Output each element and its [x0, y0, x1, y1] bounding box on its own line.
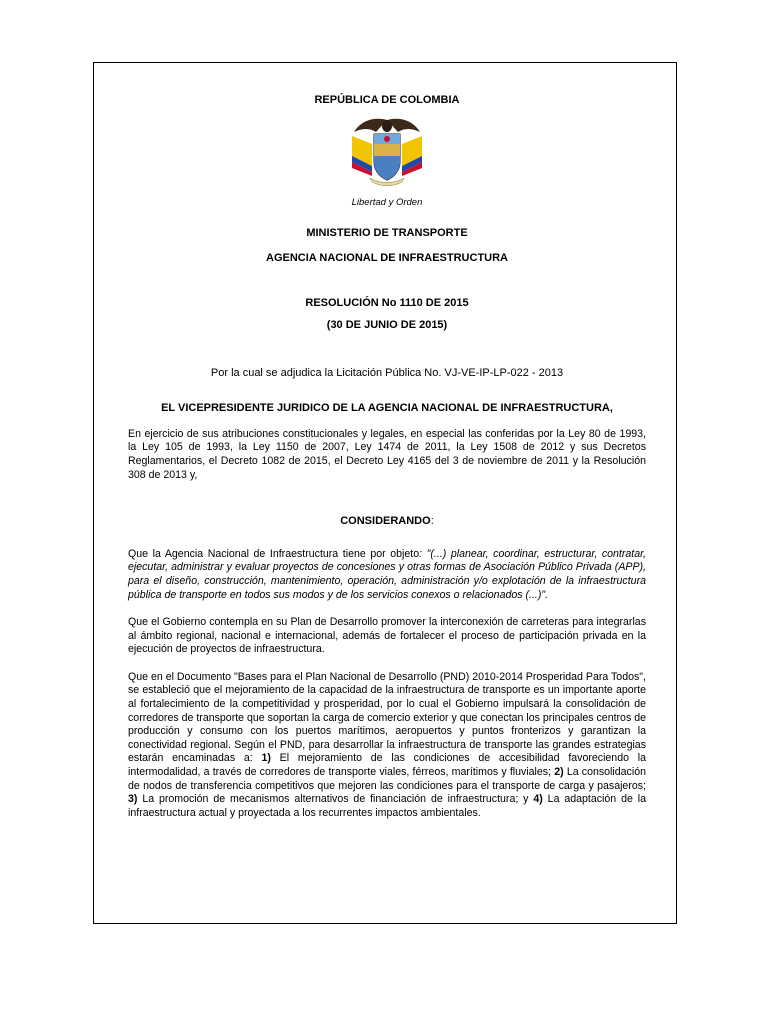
exercise-paragraph: En ejercicio de sus atribuciones constitucionales y legales, en especial las conferidas por la Ley 80 de 1993, la Ley 105 de 1993, la Ley 1150 de 2007, Ley 1474 de 2011, la Ley 1508 de 2012 y sus Decretos Reglamentarios, el Decreto 1082 de 2015, el Decreto Ley 4165 del 3 de noviembre de 2011 y la Resolución 308 de 2013 y,: [128, 427, 646, 481]
resolution-date: (30 DE JUNIO DE 2015): [326, 318, 448, 331]
paragraph-objeto-quote: : "(...) planear, coordinar, estructurar, contratar, ejecutar, administrar y evaluar proyectos de concesiones y otras formas de Asociación Público Privada (APP), para el diseño, construcción, mantenimiento, operación, administración y/o explotación de la infraestructura pública de transporte en todos sus modos y de los servicios conexos o relacionados (...)".: [128, 547, 646, 601]
resolution-number: RESOLUCIÓN No 1110 DE 2015: [305, 297, 469, 310]
considerando-title: CONSIDERANDO: [340, 515, 431, 528]
coat-of-arms: [128, 114, 646, 198]
pnd-marker-1: 1): [261, 752, 271, 765]
authority-heading: EL VICEPRESIDENTE JURIDICO DE LA AGENCIA NACIONAL DE INFRAESTRUCTURA,: [161, 402, 613, 415]
coat-of-arms-icon: [342, 114, 432, 198]
country-heading: REPÚBLICA DE COLOMBIA: [314, 94, 460, 106]
pnd-text-d: La promoción de mecanismos alternativos de financiación de infraestructura; y: [137, 793, 534, 806]
pnd-marker-2: 2): [554, 766, 564, 779]
motto: Libertad y Orden: [351, 196, 423, 208]
pnd-text-a: Que en el Documento "Bases para el Plan Nacional de Desarrollo (PND) 2010-2014 Prosperidad Para Todos", se estableció que el mejoramiento de la capacidad de la infraestructura de transporte es un importante aporte al fortalecimiento de la competitividad y prosperidad, por lo cual el Gobierno impulsará la consolidación de corredores de transporte que soportan la carga de comercio exterior y que conectan los principales centros de producción y consumo con los puertos marítimos, aeropuertos y puntos fronterizos y garantizan la conectividad regional. Según el PND, para desarrollar la infraestructura de transporte las grandes estrategias estarán encaminadas a:: [128, 670, 646, 765]
resolution-subject: Por la cual se adjudica la Licitación Pública No. VJ-VE-IP-LP-022 - 2013: [210, 366, 564, 379]
ministry-heading: MINISTERIO DE TRANSPORTE: [306, 227, 468, 240]
paragraph-objeto: [128, 548, 646, 602]
considerando-heading: [128, 515, 646, 529]
agency-heading: AGENCIA NACIONAL DE INFRAESTRUCTURA: [266, 251, 508, 264]
pnd-marker-3: 3): [128, 793, 138, 806]
paragraph-objeto-lead: Que la Agencia Nacional de Infraestructura tiene por objeto: [128, 547, 420, 560]
considerando-colon: :: [430, 515, 434, 528]
pnd-text-c: La consolidación de nodos de transferencia competitivos que mejoren las condiciones para el transporte de carga y pasajeros;: [128, 766, 646, 792]
paragraph-pnd: [128, 671, 646, 821]
paragraph-plan-desarrollo: Que el Gobierno contempla en su Plan de Desarrollo promover la interconexión de carreteras para integrarlas al ámbito regional, nacional e internacional, además de fortalecer el proceso de participación privada en la ejecución de proyectos de infraestructura.: [128, 616, 646, 656]
pnd-text-e: La adaptación de la infraestructura actual y proyectada a los recurrentes impactos ambientales.: [128, 793, 646, 819]
document-body: [128, 90, 646, 820]
pnd-marker-4: 4): [533, 793, 543, 806]
pnd-text-b: El mejoramiento de las condiciones de accesibilidad favoreciendo la intermodalidad, a través de corredores de transporte viales, férreos, marítimos y fluviales;: [128, 752, 646, 779]
